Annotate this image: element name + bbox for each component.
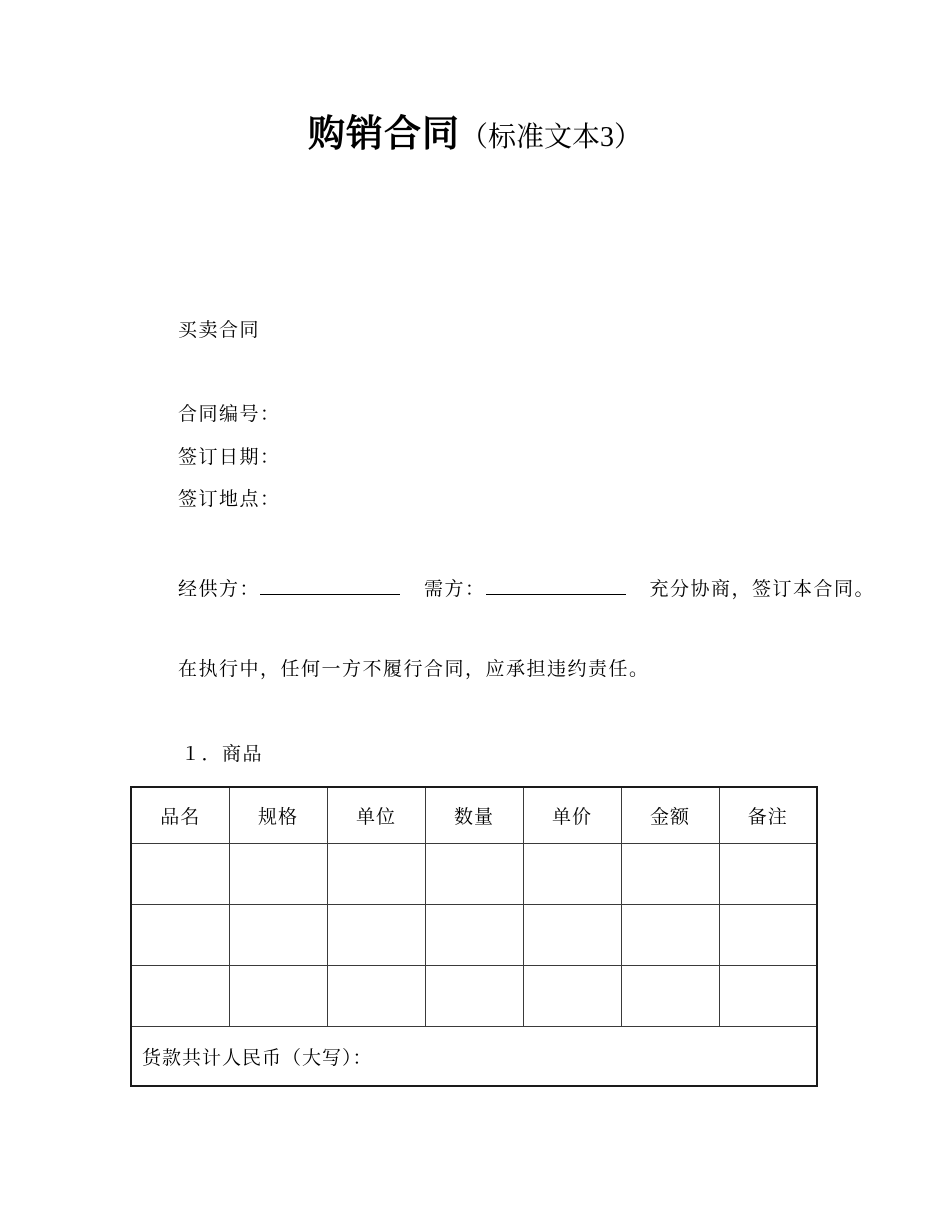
goods-cell — [327, 905, 425, 966]
goods-header-spec: 规格 — [229, 787, 327, 844]
total-amount-in-words-label: 货款共计人民币（大写）： — [131, 1027, 817, 1087]
goods-cell — [719, 966, 817, 1027]
goods-table — [130, 786, 818, 1087]
goods-cell — [327, 966, 425, 1027]
goods-cell — [621, 966, 719, 1027]
goods-cell — [327, 844, 425, 905]
goods-cell — [621, 905, 719, 966]
goods-cell — [425, 844, 523, 905]
buyer-fill-in-blank — [486, 574, 626, 595]
goods-cell — [425, 905, 523, 966]
goods-table-row — [131, 844, 817, 905]
contract-number-label: 合同编号： — [178, 404, 281, 425]
supplier-fill-in-blank — [260, 574, 400, 595]
document-title-main: 购销合同 — [307, 113, 460, 154]
goods-header-quantity: 数量 — [425, 787, 523, 844]
goods-cell — [621, 844, 719, 905]
section-heading-goods: １．商品 — [181, 744, 264, 765]
sign-place-label: 签订地点： — [178, 489, 281, 510]
goods-table-row — [131, 905, 817, 966]
goods-table-row — [131, 966, 817, 1027]
parties-suffix-text: 充分协商，签订本合同。 — [649, 579, 876, 600]
goods-header-unit: 单位 — [327, 787, 425, 844]
goods-cell — [719, 844, 817, 905]
document-title — [0, 110, 950, 166]
goods-cell — [229, 844, 327, 905]
goods-cell — [131, 966, 229, 1027]
goods-cell — [229, 905, 327, 966]
goods-cell — [425, 966, 523, 1027]
goods-header-name: 品名 — [131, 787, 229, 844]
goods-table-header-row — [131, 787, 817, 844]
goods-cell — [131, 905, 229, 966]
goods-header-remarks: 备注 — [719, 787, 817, 844]
goods-cell — [131, 844, 229, 905]
buyer-label: 需方： — [424, 579, 486, 600]
goods-table-total-row — [131, 1027, 817, 1087]
breach-clause-text: 在执行中，任何一方不履行合同，应承担违约责任。 — [178, 659, 650, 680]
goods-cell — [523, 905, 621, 966]
goods-cell — [229, 966, 327, 1027]
goods-cell — [523, 844, 621, 905]
document-title-sub: （标准文本3） — [459, 122, 642, 153]
contract-type-label: 买卖合同 — [178, 320, 261, 341]
supplier-label: 经供方： — [178, 579, 261, 600]
parties-line — [178, 574, 875, 601]
goods-cell — [719, 905, 817, 966]
goods-header-amount: 金额 — [621, 787, 719, 844]
goods-cell — [523, 966, 621, 1027]
sign-date-label: 签订日期： — [178, 447, 281, 468]
goods-header-unit-price: 单价 — [523, 787, 621, 844]
